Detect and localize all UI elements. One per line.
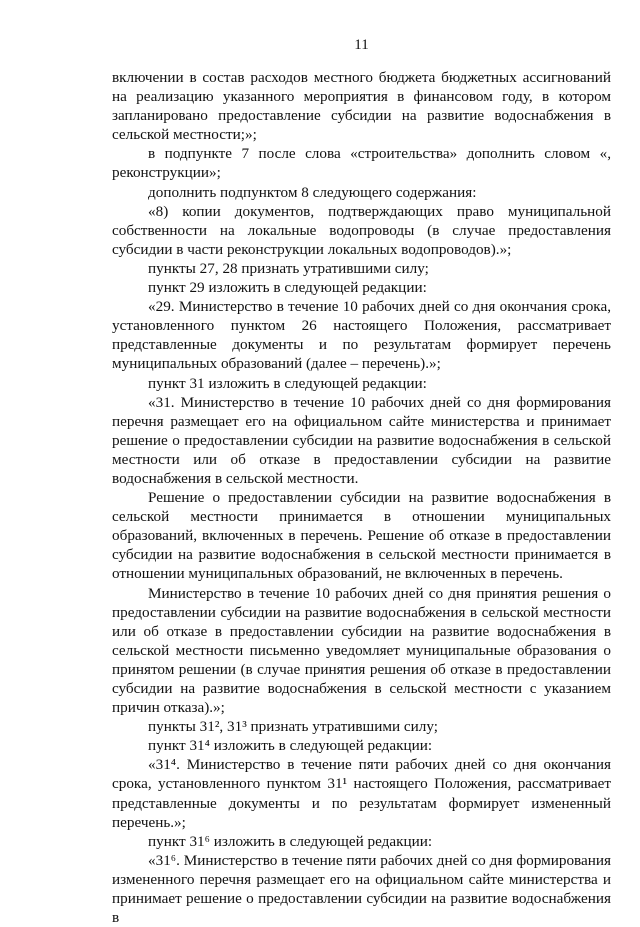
paragraph: пункт 31⁴ изложить в следующей редакции:: [148, 737, 433, 755]
page-number: 11: [354, 37, 369, 53]
document-body: [112, 68, 611, 927]
paragraph: пункт 31⁶ изложить в следующей редакции:: [148, 832, 433, 850]
paragraph: включении в состав расходов местного бюджета бюджетных ассигнований на реализацию указанного мероприятия в финансовом году, в котором запланировано предоставление субсидии на развитие водоснабжения в сельской местности;»;: [112, 69, 611, 144]
paragraph: дополнить подпунктом 8 следующего содержания:: [148, 183, 477, 201]
paragraph: пункт 29 изложить в следующей редакции:: [148, 279, 427, 297]
paragraph: Решение о предоставлении субсидии на развитие водоснабжения в сельской местности принимается в отношении муниципальных образований, включенных в перечень. Решение об отказе в предоставлении субсидии на развитие водоснабжения в сельской местности принимается в отношении муниципальных образований, не включенных в перечень.: [112, 489, 611, 583]
paragraph: пункты 31², 31³ признать утратившими силу;: [148, 718, 438, 736]
paragraph: пункт 31 изложить в следующей редакции:: [148, 374, 427, 392]
paragraph: пункты 27, 28 признать утратившими силу;: [148, 259, 429, 277]
paragraph: «31⁶. Министерство в течение пяти рабочих дней со дня формирования измененного перечня размещает его на официальном сайте министерства и принимает решение о предоставлении субсидии на развитие водоснабжения в: [112, 851, 611, 927]
paragraph: «8) копии документов, подтверждающих право муниципальной собственности на локальные водопроводы (в случае предоставления субсидии в части реконструкции локальных водопроводов).»;: [112, 202, 611, 258]
paragraph: в подпункте 7 после слова «строительства» дополнить словом «, реконструкции»;: [112, 145, 611, 182]
paragraph: «31⁴. Министерство в течение пяти рабочих дней со дня окончания срока, установленного пунктом 31¹ настоящего Положения, рассматривает представленные документы и по результатам формирует измененный перечень.»;: [112, 756, 611, 831]
paragraph: Министерство в течение 10 рабочих дней со дня принятия решения о предоставлении субсидии на развитие водоснабжения в сельской местности или об отказе в предоставлении субсидии на развитие водоснабжения в сельской местности письменно уведомляет муниципальные образования о принятом решении (в случае принятия решения об отказе в предоставлении субсидии на развитие водоснабжения в сельской местности с указанием причин отказа).»;: [112, 584, 611, 717]
paragraph: «29. Министерство в течение 10 рабочих дней со дня окончания срока, установленного пунктом 26 настоящего Положения, рассматривает представленные документы и по результатам формирует перечень муниципальных образований (далее – перечень).»;: [112, 298, 611, 373]
paragraph: «31. Министерство в течение 10 рабочих дней со дня формирования перечня размещает его на официальном сайте министерства и принимает решение о предоставлении субсидии на развитие водоснабжения в сельской местности или об отказе в предоставлении субсидии на развитие водоснабжения в сельской местности.: [112, 393, 611, 487]
